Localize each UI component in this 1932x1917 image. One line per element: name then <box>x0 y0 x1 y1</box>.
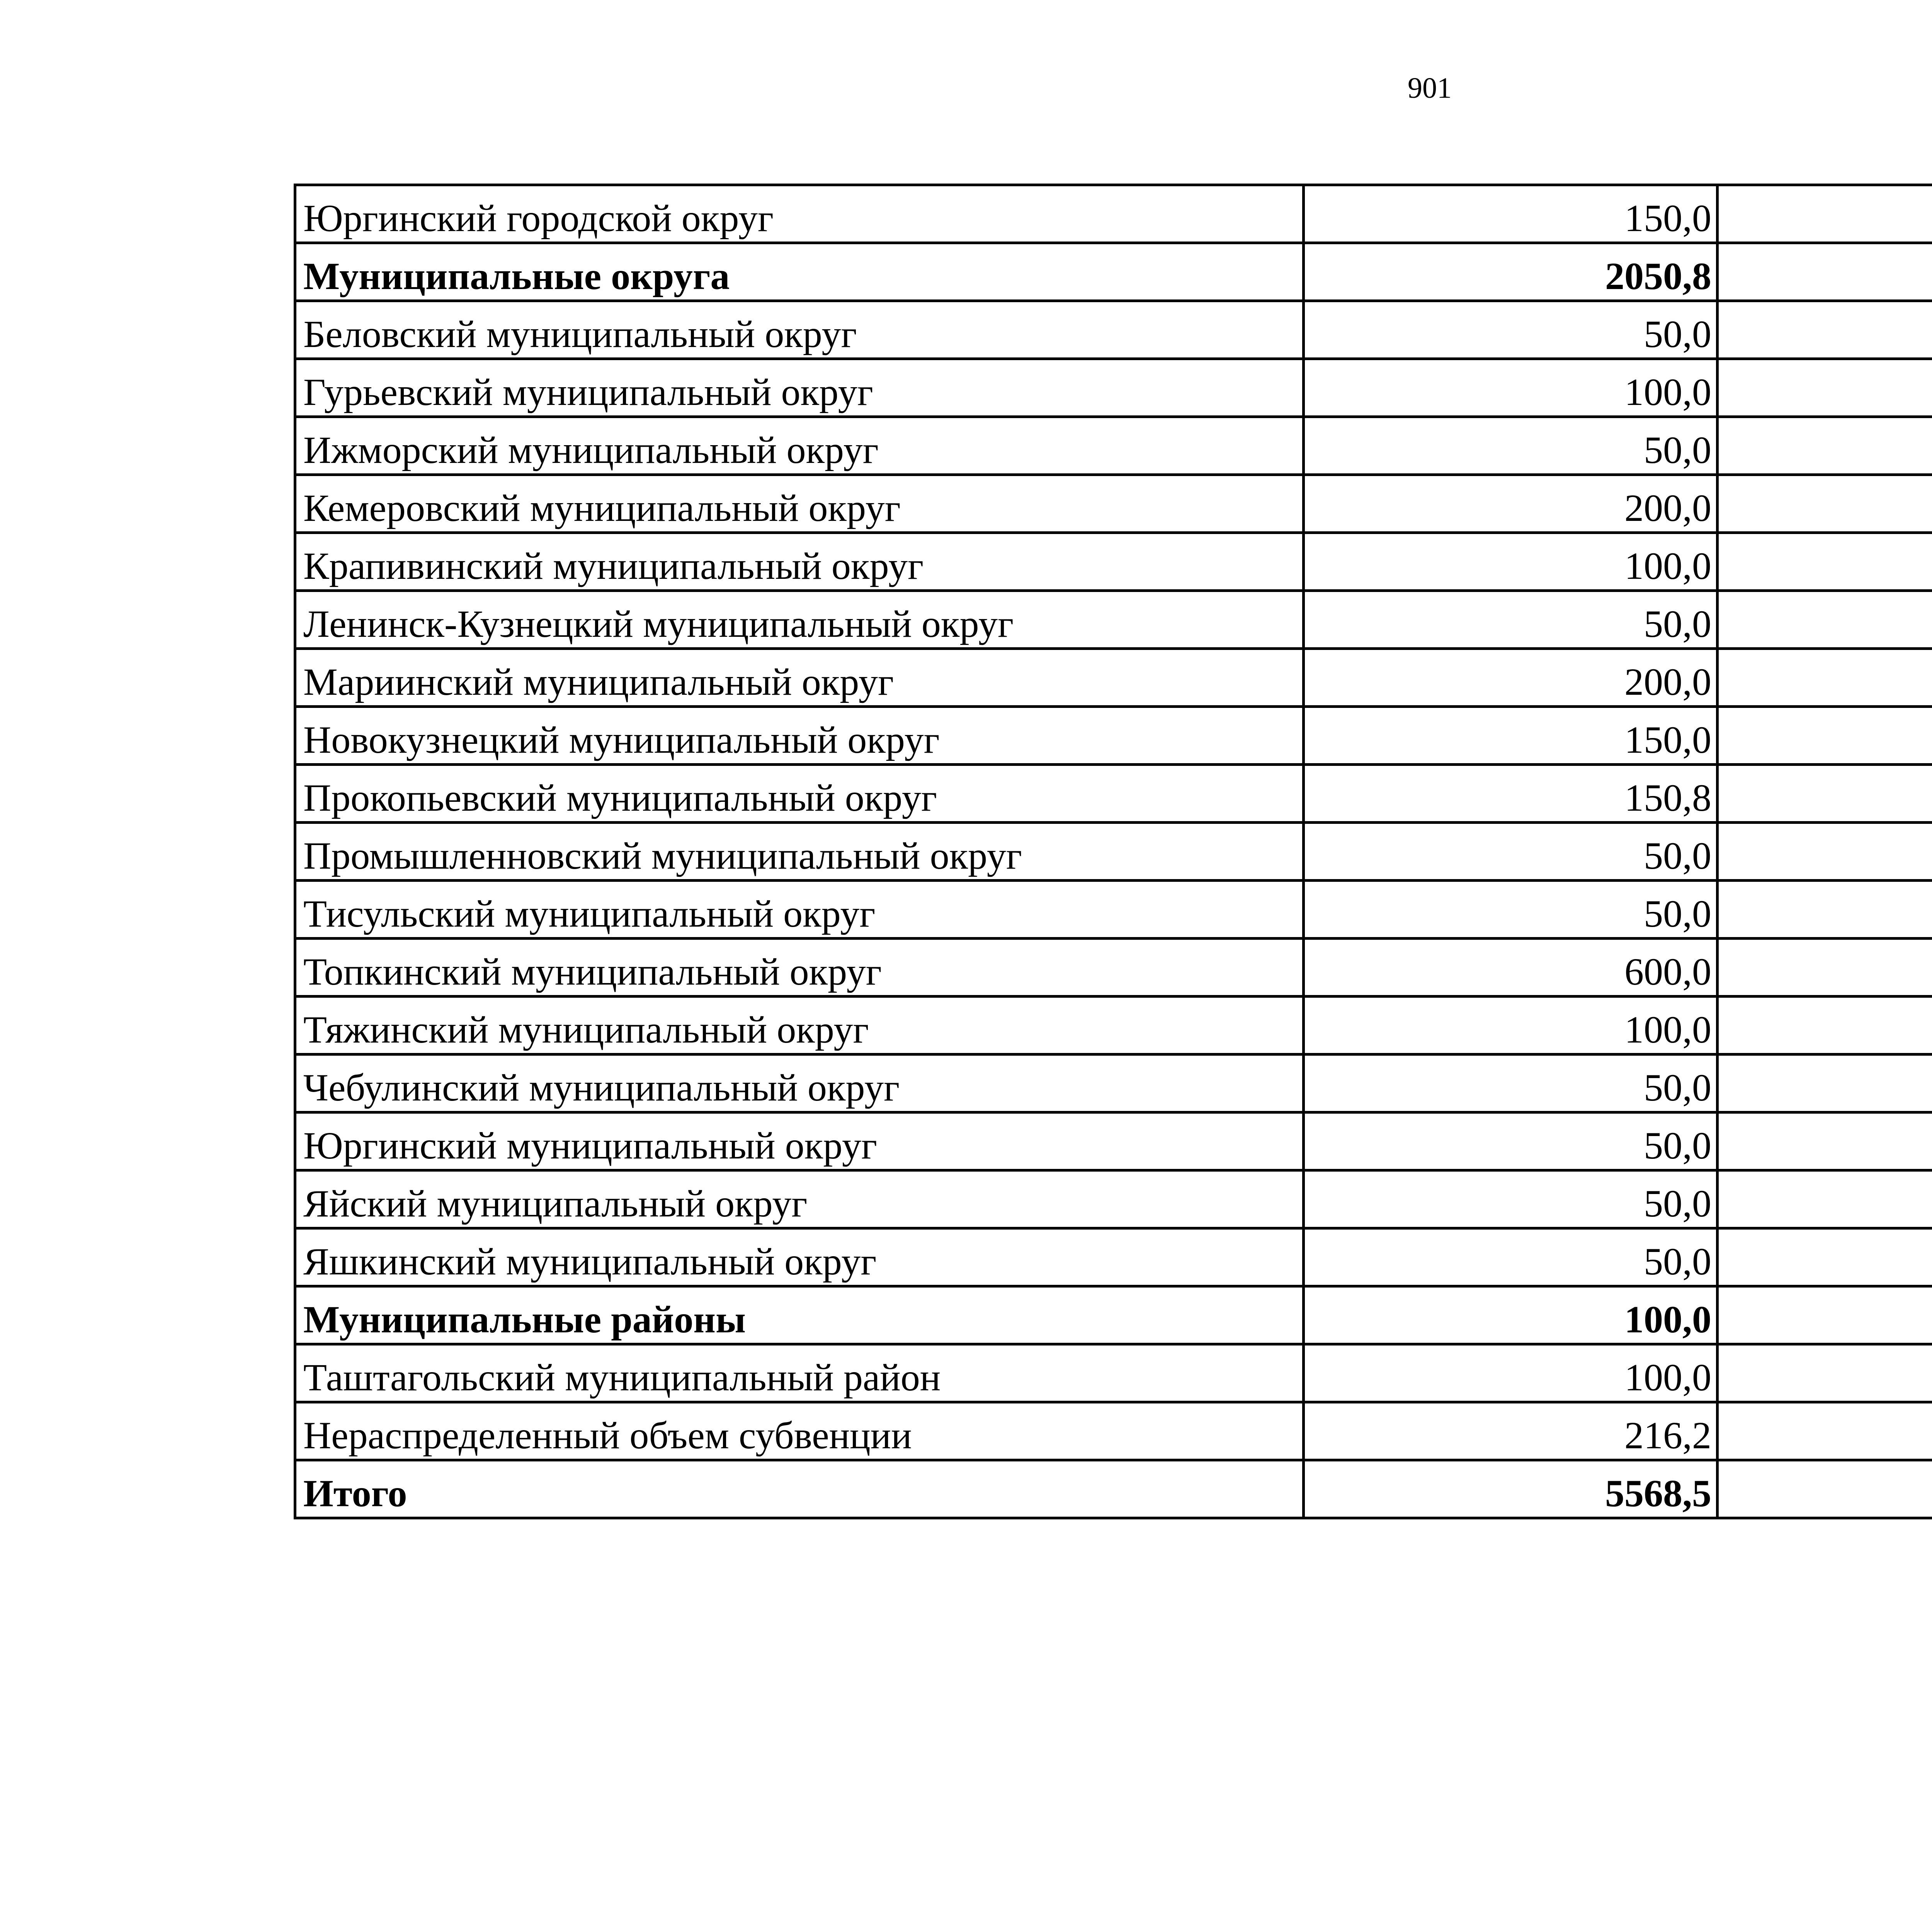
row-value-2-cell <box>1718 939 1932 997</box>
table-row <box>295 475 1932 533</box>
row-value-2-cell <box>1718 881 1932 939</box>
table-row-subtotal <box>295 1460 1932 1518</box>
row-value-2-cell <box>1718 591 1932 649</box>
row-value-2-cell <box>1718 823 1932 881</box>
table-body <box>295 185 1932 1518</box>
row-value-1-cell: 100,0 <box>1304 1286 1718 1344</box>
row-value-2-cell <box>1718 1170 1932 1228</box>
table-row <box>295 533 1932 591</box>
row-value-2-cell <box>1718 533 1932 591</box>
table-row <box>295 649 1932 707</box>
row-value-1-cell: 150,0 <box>1304 707 1718 765</box>
table-row <box>295 997 1932 1055</box>
row-name-cell: Таштагольский муниципальный район <box>295 1344 1304 1402</box>
row-value-1-cell: 50,0 <box>1304 591 1718 649</box>
row-value-1-cell: 100,0 <box>1304 533 1718 591</box>
row-value-1-cell: 100,0 <box>1304 1344 1718 1402</box>
row-value-1-cell: 50,0 <box>1304 1055 1718 1112</box>
row-value-2-cell <box>1718 1344 1932 1402</box>
table-row <box>295 591 1932 649</box>
row-name-cell: Беловский муниципальный округ <box>295 301 1304 359</box>
row-value-2-cell <box>1718 1460 1932 1518</box>
row-value-2-cell <box>1718 1112 1932 1170</box>
table-row <box>295 1402 1932 1460</box>
row-name-cell: Прокопьевский муниципальный округ <box>295 765 1304 823</box>
row-value-1-cell: 100,0 <box>1304 359 1718 417</box>
row-value-2-cell <box>1718 359 1932 417</box>
row-name-cell: Топкинский муниципальный округ <box>295 939 1304 997</box>
row-value-1-cell: 50,0 <box>1304 417 1718 475</box>
table-row <box>295 1055 1932 1112</box>
row-value-1-cell: 50,0 <box>1304 881 1718 939</box>
table-row <box>295 1170 1932 1228</box>
row-name-cell: Кемеровский муниципальный округ <box>295 475 1304 533</box>
row-value-2-cell <box>1718 649 1932 707</box>
page-number: 901 <box>1408 72 1452 104</box>
row-value-2-cell <box>1718 185 1932 243</box>
table-row-subtotal <box>295 243 1932 301</box>
row-name-cell: Яйский муниципальный округ <box>295 1170 1304 1228</box>
row-name-cell: Итого <box>295 1460 1304 1518</box>
row-name-cell: Ижморский муниципальный округ <box>295 417 1304 475</box>
row-name-cell: Муниципальные районы <box>295 1286 1304 1344</box>
row-name-cell: Тисульский муниципальный округ <box>295 881 1304 939</box>
table-row <box>295 823 1932 881</box>
subvention-table <box>294 184 1932 1519</box>
table-row <box>295 881 1932 939</box>
table-row <box>295 1112 1932 1170</box>
row-name-cell: Мариинский муниципальный округ <box>295 649 1304 707</box>
row-value-1-cell: 50,0 <box>1304 1112 1718 1170</box>
row-name-cell: Промышленновский муниципальный округ <box>295 823 1304 881</box>
row-value-2-cell <box>1718 417 1932 475</box>
row-value-1-cell: 150,8 <box>1304 765 1718 823</box>
row-value-1-cell: 50,0 <box>1304 823 1718 881</box>
row-name-cell: Нераспределенный объем субвенции <box>295 1402 1304 1460</box>
row-value-1-cell: 2050,8 <box>1304 243 1718 301</box>
row-value-2-cell <box>1718 1402 1932 1460</box>
row-value-2-cell <box>1718 707 1932 765</box>
row-value-2-cell <box>1718 1228 1932 1286</box>
table-row <box>295 301 1932 359</box>
row-value-2-cell <box>1718 997 1932 1055</box>
table-row <box>295 1344 1932 1402</box>
row-value-2-cell <box>1718 1286 1932 1344</box>
row-value-1-cell: 200,0 <box>1304 649 1718 707</box>
table-row-subtotal <box>295 1286 1932 1344</box>
row-value-1-cell: 5568,5 <box>1304 1460 1718 1518</box>
row-name-cell: Новокузнецкий муниципальный округ <box>295 707 1304 765</box>
row-value-1-cell: 200,0 <box>1304 475 1718 533</box>
row-name-cell: Ленинск-Кузнецкий муниципальный округ <box>295 591 1304 649</box>
row-name-cell: Гурьевский муниципальный округ <box>295 359 1304 417</box>
row-value-1-cell: 150,0 <box>1304 185 1718 243</box>
row-name-cell: Чебулинский муниципальный округ <box>295 1055 1304 1112</box>
table-row <box>295 707 1932 765</box>
row-value-1-cell: 216,2 <box>1304 1402 1718 1460</box>
row-name-cell: Яшкинский муниципальный округ <box>295 1228 1304 1286</box>
table-row <box>295 359 1932 417</box>
table-row <box>295 765 1932 823</box>
row-value-1-cell: 50,0 <box>1304 1228 1718 1286</box>
row-value-1-cell: 50,0 <box>1304 1170 1718 1228</box>
row-value-2-cell <box>1718 765 1932 823</box>
table-row <box>295 939 1932 997</box>
table-row <box>295 417 1932 475</box>
row-value-2-cell <box>1718 475 1932 533</box>
row-name-cell: Крапивинский муниципальный округ <box>295 533 1304 591</box>
row-value-2-cell <box>1718 1055 1932 1112</box>
row-name-cell: Муниципальные округа <box>295 243 1304 301</box>
table-row <box>295 185 1932 243</box>
row-value-1-cell: 100,0 <box>1304 997 1718 1055</box>
row-name-cell: Юргинский муниципальный округ <box>295 1112 1304 1170</box>
row-value-1-cell: 600,0 <box>1304 939 1718 997</box>
row-value-1-cell: 50,0 <box>1304 301 1718 359</box>
row-value-2-cell <box>1718 301 1932 359</box>
table-row <box>295 1228 1932 1286</box>
row-value-2-cell <box>1718 243 1932 301</box>
row-name-cell: Юргинский городской округ <box>295 185 1304 243</box>
row-name-cell: Тяжинский муниципальный округ <box>295 997 1304 1055</box>
